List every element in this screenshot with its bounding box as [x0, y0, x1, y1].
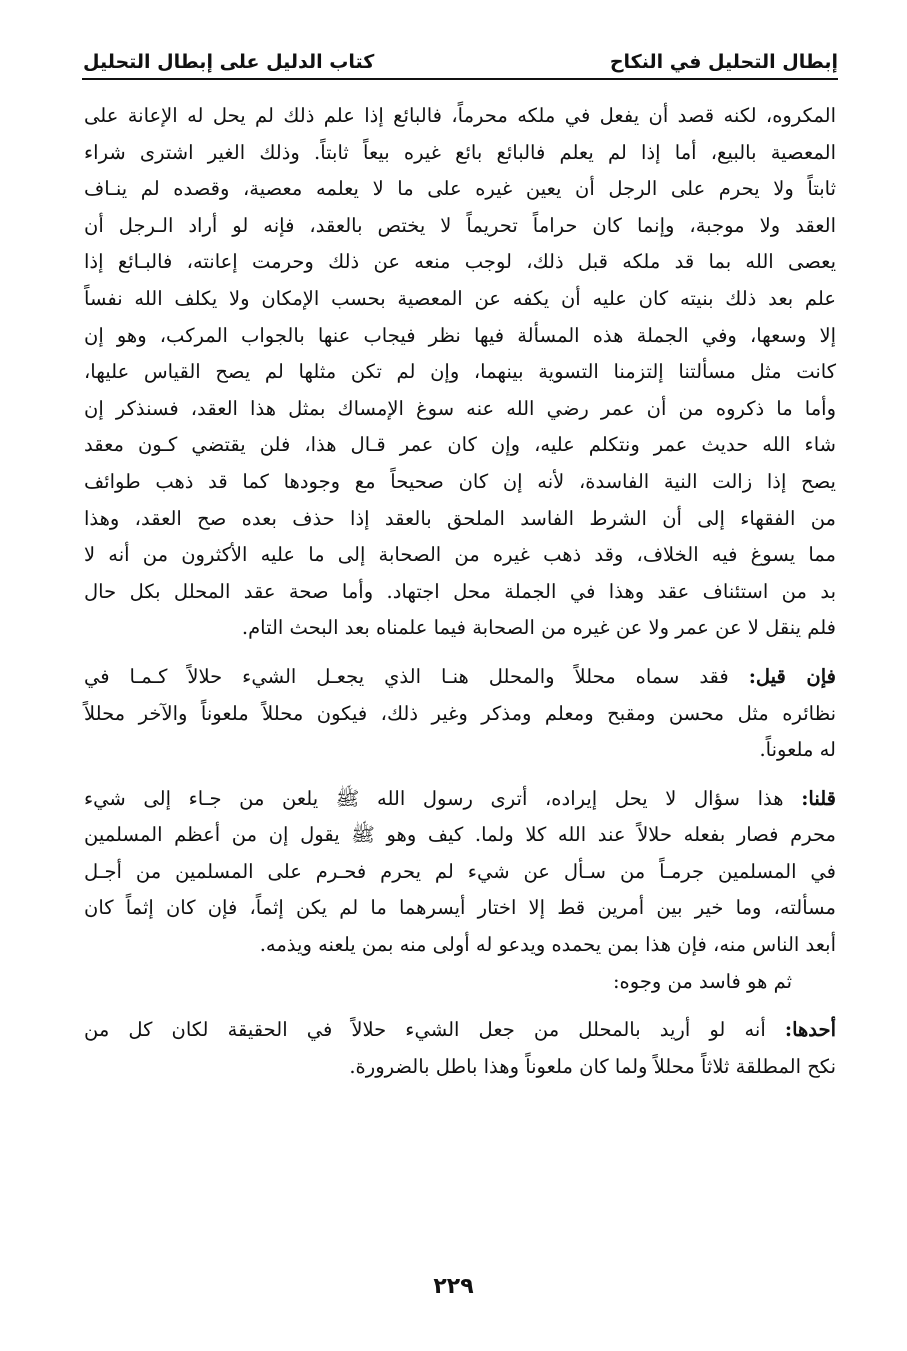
text-line: يعصى الله بما قد ملكه قبل ذلك، لوجب منعه عن ذلك وحرمت إعانته، فالبـائع إذا: [84, 250, 836, 274]
paragraph-5: [84, 1012, 836, 1085]
text-line: مسألته، وما خير بين أمرين قط إلا اختار أيسرهما ما لم يكن إثماً، فإن كان إثماً كان: [84, 896, 836, 920]
text-run: أنه لو أريد بالمحلل من جعل الشيء حلالاً في الحقيقة لكان كل من: [84, 1018, 766, 1042]
text-line: فلم ينقل لا عن عمر ولا عن غيره من الصحابة فيما علمناه بعد البحث التام.: [241, 616, 836, 640]
paragraph-4: [84, 964, 836, 1001]
text-run: هذا سؤال لا يحل إيراده، أترى رسول الله ﷺ يلعن من جـاء إلى شيء: [84, 786, 784, 810]
text-line: في المسلمين جرمـاً من سـأل عن شيء لم يحرم فحـرم على المسلمين من أجـل: [84, 859, 836, 883]
running-header: [83, 38, 838, 74]
text-line: المعصية بالبيع، أما إذا لم يعلم فالبائع بائع غيره بيعاً ثابتاً. وذلك الغير اشترى شراء: [84, 140, 836, 164]
text-line: نظائره مثل محسن ومقبح ومعلم ومذكر وغير ذلك، فيكون محللاً ملعوناً والآخر محللاً: [84, 701, 836, 725]
text-line: من الفقهاء إلى أن الشرط الفاسد الملحق بالعقد إذا حذف بعده صح العقد، وهذا: [84, 506, 836, 530]
paragraph-gap: [84, 647, 836, 659]
page-body: [84, 98, 836, 1085]
text-line: نكح المطلقة ثلاثاً محللاً ولما كان ملعوناً وهذا باطل بالضرورة.: [349, 1054, 836, 1078]
reply-lead: قلنا:: [801, 786, 837, 810]
paragraph-gap: [84, 1000, 836, 1012]
text-line: أبعد الناس منه، فإن هذا بمن يحمده ويدعو له أولى منه بمن يلعنه ويذمه.: [259, 933, 836, 957]
text-run: فقد سماه محللاً والمحلل هنـا الذي يجعـل الشيء حلالاً كـمـا في: [84, 664, 729, 688]
text-line: [84, 659, 836, 696]
header-book-title: كتاب الدليل على إبطال التحليل: [83, 51, 375, 73]
text-line: يصح إذا زالت النية الفاسدة، لأنه إن كان صحيحاً مع وجودها كما قد ذهب طوائف: [84, 469, 836, 493]
text-line: ثم هو فاسد من وجوه:: [612, 969, 792, 993]
text-line: علم بعد ذلك بنيته كان عليه أن يكفه عن المعصية بحسب الإمكان ولا يكلف الله نفساً: [84, 286, 836, 310]
objection-lead: فإن قيل:: [748, 664, 836, 688]
text-line: إلا وسعها، وفي الجملة هذه المسألة فيها نظر فيجاب عنها بالجواب المركب، وهو إن: [84, 323, 836, 347]
text-line: محرم فصار بفعله حلالاً عند الله كلا ولما. كيف وهو ﷺ يقول إن من أعظم المسلمين: [84, 823, 836, 847]
header-book-section-title: إبطال التحليل في النكاح: [609, 51, 838, 73]
paragraph-gap: [84, 769, 836, 781]
paragraph-2: [84, 659, 836, 769]
text-line: كانت مثل مسألتنا إلتزمنا التسوية بينهما، وإن لم تكن مثلها لم يصح القياس عليها،: [84, 360, 836, 384]
page-number: ٢٢٩: [433, 1274, 474, 1299]
text-line: [84, 1012, 836, 1049]
header-rule: [82, 78, 838, 80]
paragraph-3: [84, 781, 836, 964]
paragraph-1: [84, 98, 836, 647]
first-point-lead: أحدها:: [784, 1018, 837, 1042]
text-line: ثابتاً ولا يحرم على الرجل أن يعين غيره على ما لا يعلمه معصية، وقصده لم ينـاف: [84, 177, 836, 201]
text-line: شاء الله حديث عمر ونتكلم عليه، وإن كان عمر قـال هذا، فلن يقتضي كـون معقد: [84, 433, 836, 457]
text-line: المكروه، لكنه قصد أن يفعل في ملكه محرماً، فالبائع إذا علم ذلك لم يحل له الإعانة على: [84, 104, 836, 127]
text-line: [84, 781, 836, 818]
text-line: وأما ما ذكروه من أن عمر رضي الله عنه سوغ الإمساك بمثل هذا العقد، فسنذكر إن: [84, 396, 836, 420]
text-line: العقد ولا موجبة، وإنما كان حراماً تحريماً لا يختص بالعقد، فإنه لو أراد الـرجل أن: [84, 213, 836, 237]
text-line: مما يسوغ فيه الخلاف، وقد ذهب غيره من الصحابة إلى ما عليه الأكثرون من أنه لا: [84, 543, 836, 567]
text-line: له ملعوناً.: [759, 738, 836, 762]
text-line: بد من استئناف عقد وهذا في الجملة محل اجتهاد. وأما صحة عقد المحلل بكل حال: [84, 579, 836, 603]
